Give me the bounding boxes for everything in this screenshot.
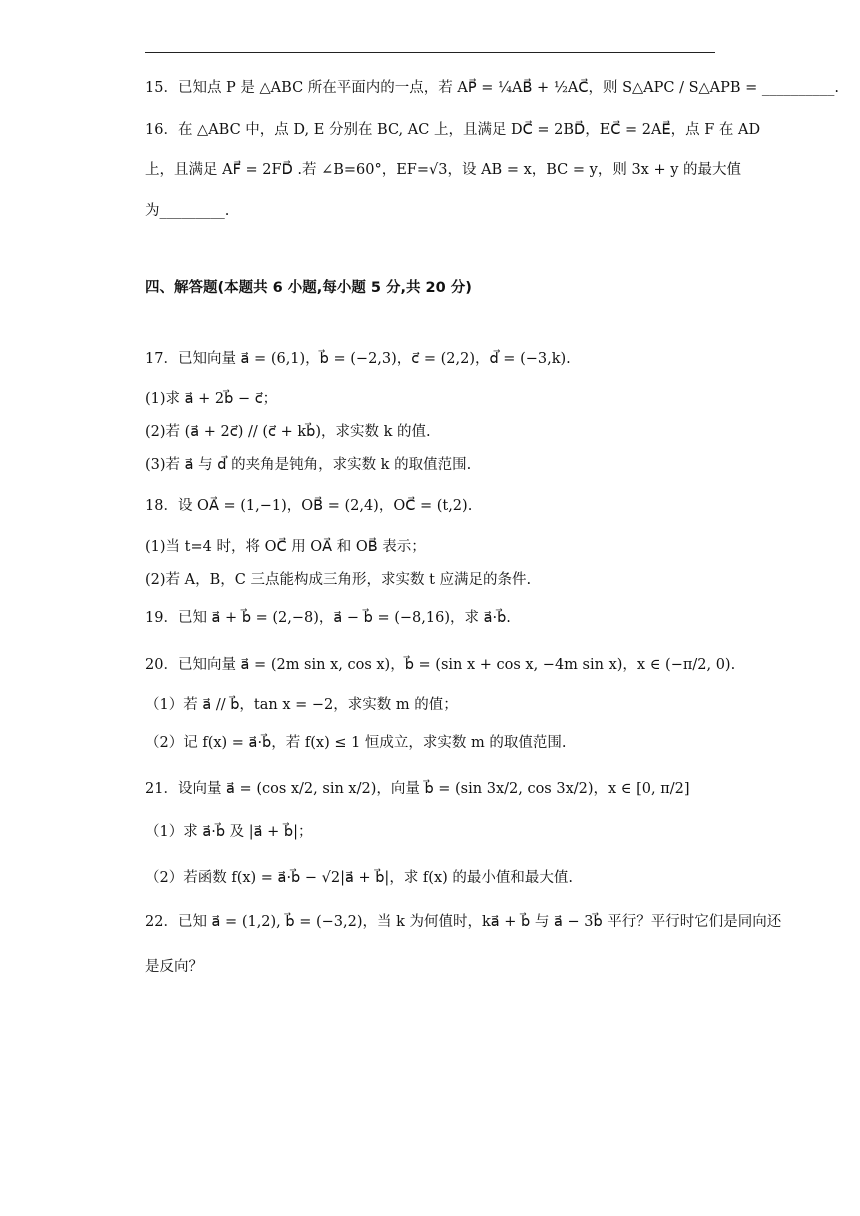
section-heading: 四、解答题(本题共 6 小题,每小题 5 分,共 20 分) bbox=[145, 280, 472, 296]
question-18-part-2: (2)若 A，B，C 三点能构成三角形，求实数 t 应满足的条件. bbox=[145, 572, 532, 588]
question-16-line-2: 上，且满足 AF⃗ = 2FD⃗ .若 ∠B=60°，EF=√3，设 AB = x，BC = y，则 3x + y 的最大值 bbox=[145, 162, 742, 178]
question-17-part-3: (3)若 a⃗ 与 d⃗ 的夹角是钝角，求实数 k 的取值范围. bbox=[145, 457, 472, 473]
question-17: 17．已知向量 a⃗ = (6,1)，b⃗ = (−2,3)，c⃗ = (2,2)，d⃗ = (−3,k). bbox=[145, 351, 571, 367]
question-21-part-1: （1）求 a⃗·b⃗ 及 |a⃗ + b⃗|； bbox=[145, 824, 313, 840]
question-21: 21．设向量 a⃗ = (cos x/2, sin x/2)，向量 b⃗ = (sin 3x/2, cos 3x/2)，x ∈ [0, π/2] bbox=[145, 781, 690, 797]
question-22-line-1: 22．已知 a⃗ = (1,2), b⃗ = (−3,2)，当 k 为何值时，ka⃗ + b⃗ 与 a⃗ − 3b⃗ 平行？平行时它们是同向还 bbox=[145, 914, 782, 930]
question-20-part-1: （1）若 a⃗ // b⃗，tan x = −2，求实数 m 的值； bbox=[145, 697, 458, 713]
question-17-part-2: (2)若 (a⃗ + 2c⃗) // (c⃗ + kb⃗)，求实数 k 的值. bbox=[145, 424, 431, 440]
question-16-line-1: 16．在 △ABC 中，点 D, E 分别在 BC, AC 上，且满足 DC⃗ = 2BD⃗，EC⃗ = 2AE⃗，点 F 在 AD bbox=[145, 122, 761, 138]
header-rule bbox=[145, 52, 715, 53]
question-19: 19．已知 a⃗ + b⃗ = (2,−8)，a⃗ − b⃗ = (−8,16)，求 a⃗·b⃗. bbox=[145, 610, 511, 626]
question-22-line-2: 是反向？ bbox=[145, 959, 203, 975]
question-18: 18．设 OA⃗ = (1,−1)，OB⃗ = (2,4)，OC⃗ = (t,2). bbox=[145, 498, 473, 514]
question-21-part-2: （2）若函数 f(x) = a⃗·b⃗ − √2|a⃗ + b⃗|，求 f(x) 的最小值和最大值. bbox=[145, 870, 574, 886]
question-15: 15．已知点 P 是 △ABC 所在平面内的一点，若 AP⃗ = ¼AB⃗ + ½AC⃗，则 S△APC / S△APB = __________. bbox=[145, 80, 840, 96]
question-20-part-2: （2）记 f(x) = a⃗·b⃗，若 f(x) ≤ 1 恒成立，求实数 m 的取值范围. bbox=[145, 735, 567, 751]
question-20: 20．已知向量 a⃗ = (2m sin x, cos x)，b⃗ = (sin x + cos x, −4m sin x)，x ∈ (−π/2, 0). bbox=[145, 657, 736, 673]
question-17-part-1: (1)求 a⃗ + 2b⃗ − c⃗； bbox=[145, 391, 278, 407]
question-18-part-1: (1)当 t=4 时，将 OC⃗ 用 OA⃗ 和 OB⃗ 表示； bbox=[145, 539, 426, 555]
question-16-line-3: 为_________. bbox=[145, 203, 230, 219]
